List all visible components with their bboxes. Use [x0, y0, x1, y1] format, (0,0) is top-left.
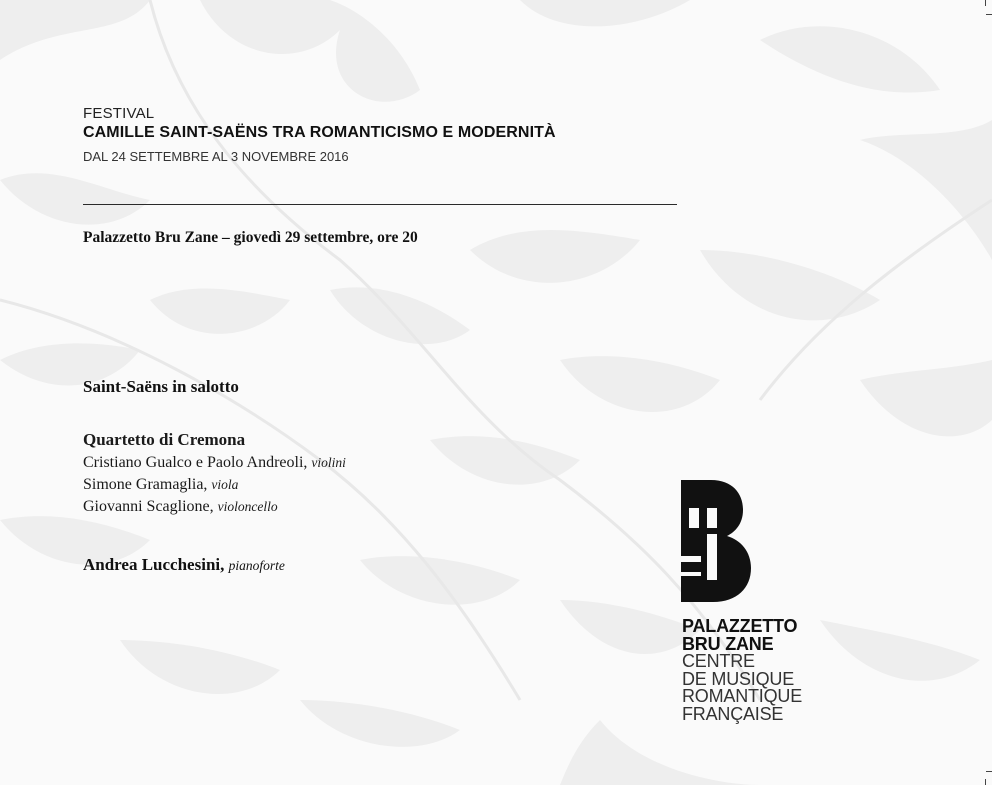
member-instrument: viola [211, 477, 239, 492]
logo-line: CENTRE [682, 651, 755, 671]
ensemble-member [83, 496, 346, 518]
member-names: Cristiano Gualco e Paolo Andreoli, [83, 454, 308, 471]
member-names: Simone Gramaglia, [83, 476, 208, 493]
festival-title: CAMILLE SAINT-SAËNS TRA ROMANTICISMO E MODERNITÀ [83, 124, 556, 141]
venue-date-line: Palazzetto Bru Zane – giovedì 29 settembre, ore 20 [83, 229, 418, 246]
ensemble-block [83, 429, 346, 518]
soloist-instrument: pianoforte [228, 558, 285, 573]
divider [83, 204, 677, 205]
member-instrument: violoncello [217, 499, 278, 514]
ensemble-member [83, 452, 346, 474]
crop-mark-top [985, 0, 986, 6]
logo-line: BRU ZANE [682, 633, 774, 654]
festival-label: FESTIVAL [83, 105, 155, 122]
crop-mark-bottom-side [986, 771, 992, 772]
logo-wordmark [682, 618, 802, 723]
program-title: Saint-Saëns in salotto [83, 377, 239, 396]
festival-header [83, 105, 556, 167]
soloist-name: Andrea Lucchesini, [83, 555, 225, 574]
logo-line: PALAZZETTO [682, 616, 798, 636]
member-names: Giovanni Scaglione, [83, 498, 214, 515]
bru-zane-logo-icon [681, 480, 751, 602]
logo-line: FRANÇAISE [682, 703, 784, 724]
logo-line: ROMANTIQUE [682, 686, 803, 706]
ensemble-name: Quartetto di Cremona [83, 430, 246, 449]
crop-mark-bottom [985, 779, 986, 785]
ensemble-member [83, 474, 346, 496]
logo-line: DE MUSIQUE [682, 668, 795, 689]
crop-mark-top-side [986, 14, 992, 15]
festival-dates: DAL 24 SETTEMBRE AL 3 NOVEMBRE 2016 [83, 149, 349, 164]
member-instrument: violini [311, 455, 346, 470]
soloist-line [83, 555, 285, 575]
